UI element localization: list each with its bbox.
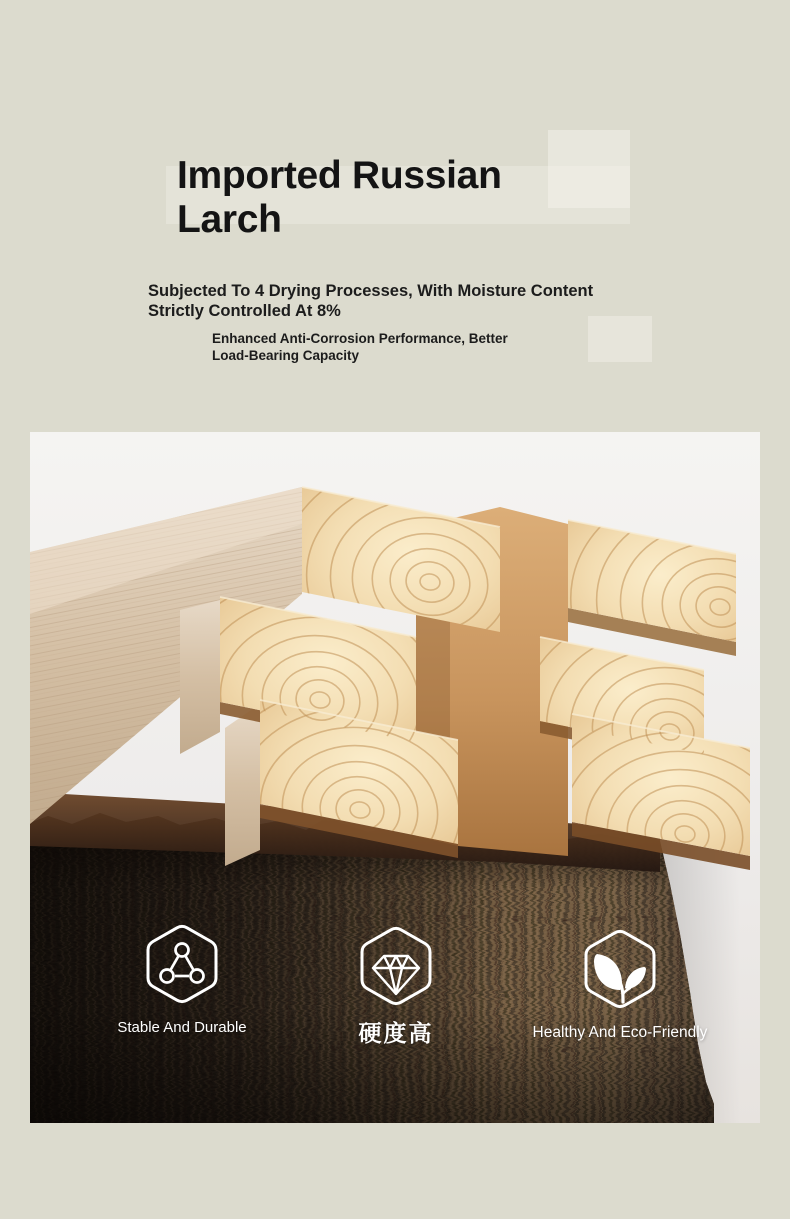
page-title (177, 154, 657, 242)
lumber-stump-photo (30, 432, 760, 1123)
feature-label: Stable And Durable (117, 1019, 247, 1036)
product-image (30, 432, 760, 1123)
note-line2: Load-Bearing Capacity (212, 348, 360, 363)
page-title-line2: Larch (177, 198, 282, 242)
page-title-line1: Imported Russian (177, 154, 502, 198)
note-line1: Enhanced Anti-Corrosion Performance, Better (212, 331, 508, 346)
subtitle (148, 282, 648, 321)
note-text (212, 330, 632, 364)
feature-label: 硬度高 (358, 1020, 434, 1046)
subtitle-line1: Subjected To 4 Drying Processes, With Moisture Content (148, 282, 594, 300)
subtitle-line2: Strictly Controlled At 8% (148, 301, 341, 320)
feature-label: Healthy And Eco-Friendly (532, 1024, 708, 1041)
